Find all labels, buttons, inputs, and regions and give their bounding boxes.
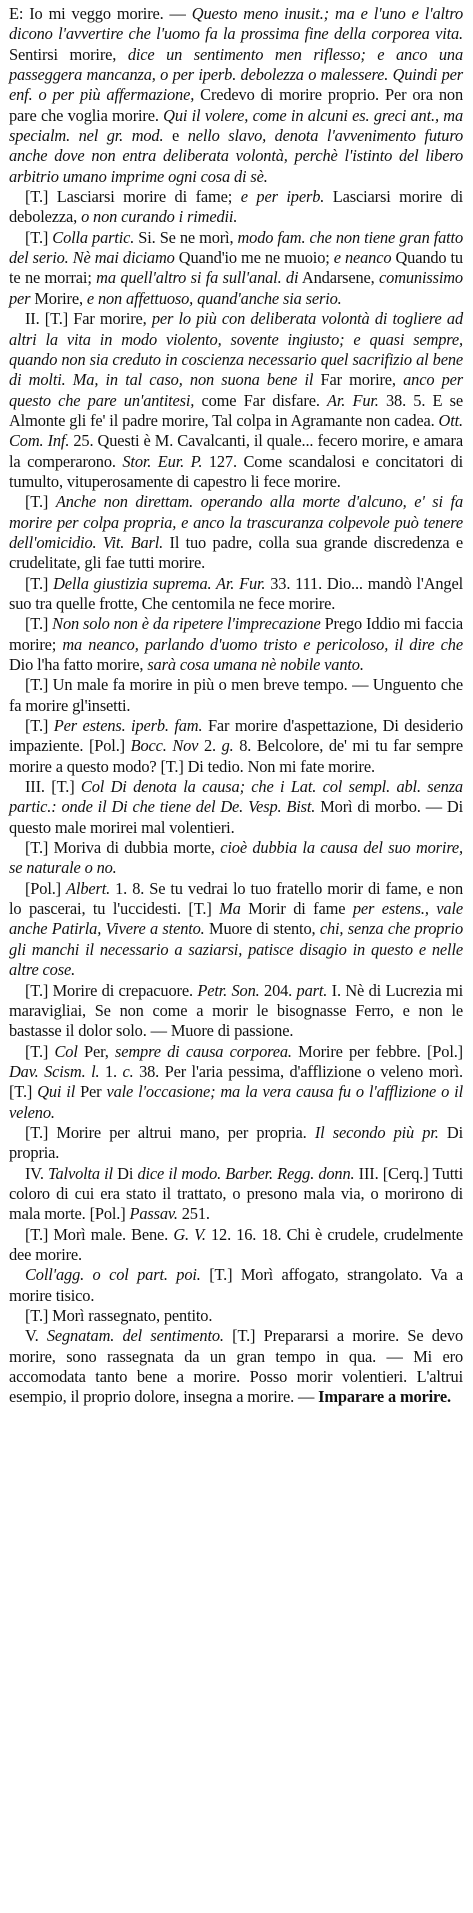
entry-text: Morì di morbo. — Di questo male morirei mal volentieri. xyxy=(9,797,463,837)
italic-gloss: Qui il volere, come in alcuni es. greci ant., ma specialm. nel gr. mod. xyxy=(9,105,463,146)
italic-gloss: chi, senza che proprio gli manchi il necessario a saziarsi, patisce disagio in questo e nelle altre cose. xyxy=(9,919,463,980)
entry-text: III. [T.] xyxy=(25,777,81,797)
entry-text: [T.] Moriva di dubbia morte, xyxy=(25,838,221,858)
entry-text: [T.] Morì affogato, strangolato. Va a morire tisico. xyxy=(9,1265,463,1305)
entry-paragraph xyxy=(9,1306,463,1326)
entry-paragraph xyxy=(9,492,463,573)
entry-paragraph xyxy=(9,838,463,879)
entry-text: IV. xyxy=(25,1163,49,1183)
italic-gloss: per estens., vale anche xyxy=(9,899,464,939)
entry-paragraph xyxy=(9,1225,463,1266)
italic-gloss: Per estens. iperb. fam. xyxy=(53,716,203,736)
italic-gloss: Colla partic. xyxy=(52,227,135,247)
entry-paragraph xyxy=(9,228,463,309)
italic-gloss: Quindi per enf. o per più affermazione, xyxy=(9,65,463,105)
entry-text: 1. xyxy=(99,1061,123,1081)
entry-text: [T.] xyxy=(25,227,53,247)
entry-text: V. xyxy=(25,1326,47,1346)
entry-text: Per, xyxy=(77,1041,115,1061)
entry-text: Morir di fame xyxy=(240,899,353,919)
entry-paragraph xyxy=(9,1042,463,1123)
entry-paragraph xyxy=(9,614,463,675)
italic-gloss: per lo più con deliberata volontà di togliere ad altri la vita in modo violento, sovente ingiusto; e quasi sempre, quando non sia creduto in coscienza necessario quel sacrifizio al bene di molti. Ma, in tal caso, non suona bene il xyxy=(9,309,463,390)
italic-gloss: Qui il xyxy=(37,1082,76,1102)
italic-gloss: Non solo non è da ripetere l'imprecazione xyxy=(52,614,321,634)
dictionary-entry-morire xyxy=(9,4,463,1408)
entry-text: Far morire, xyxy=(313,370,404,390)
entry-text: Sentirsi morire, xyxy=(9,44,128,64)
italic-gloss: Col xyxy=(54,1041,78,1061)
entry-text: [T.] Un male fa morire in più o men breve tempo. — Unguento che fa morire gl'insetti. xyxy=(9,675,463,715)
entry-text: Di propria. xyxy=(9,1122,463,1163)
entry-text: [T.] Lasciarsi morire di fame; xyxy=(25,187,241,207)
italic-gloss: e per iperb. xyxy=(240,187,325,207)
italic-gloss: Bocc. Nov xyxy=(130,736,199,756)
italic-gloss: Della giustizia suprema. Ar. Fur. xyxy=(53,573,266,593)
entry-paragraph xyxy=(9,777,463,838)
entry-text: Di xyxy=(112,1163,138,1183)
italic-gloss: o non curando i rimedii. xyxy=(81,207,238,227)
entry-text: 127. Come scandalosi e concitatori di tumulto, vituperosamente di capestro li fece morire. xyxy=(9,451,463,491)
italic-gloss: Patirla, Vivere a stento. xyxy=(51,919,205,939)
entry-text: 25. Questi è M. Cavalcanti, il quale... fecero morire, e amara la comperarono. xyxy=(9,431,463,471)
entry-text: E: Io mi veggo morire. — xyxy=(9,4,192,23)
entry-text: 8. Belcolore, de' mi tu far sempre morire a questo modo? [T.] Di tedio. Non mi fate morire. xyxy=(9,736,463,776)
entry-text: come Far disfare. xyxy=(194,390,328,410)
entry-text: 33. 111. Dio... mandò l'Angel suo tra quelle frotte, Che centomila ne fece morire. xyxy=(9,573,463,613)
italic-gloss: dice un sentimento men riflesso; e anco una passeggera mancanza, o per iperb. xyxy=(9,44,463,85)
italic-gloss: Col Di denota la causa; che i Lat. col sempl. abl. senza partic.: onde il Di che tiene del De. xyxy=(9,777,463,817)
bold-phrase: Imparare a morire. xyxy=(318,1387,451,1407)
entry-text: [T.] Prepararsi a morire. Se devo morire, sono rassegnata da un gran tempo in qua. — Mi ero accomodata tanto bene a morire. Posso morir volentieri. L'altrui esempio, il proprio dolore, insegna a morire. — xyxy=(9,1326,464,1407)
entry-text: e xyxy=(163,126,188,146)
entry-text: Quando tu te ne morrai; xyxy=(9,248,463,288)
entry-text: 38. 5. E se Almonte gli fe' il padre morire, Tal colpa in Agramante non cadea. xyxy=(9,390,464,430)
entry-paragraph xyxy=(9,879,463,981)
italic-gloss: dice il modo. Barber. Regg. donn. xyxy=(137,1163,355,1183)
italic-gloss: e non affettuoso, quand'anche sia serio. xyxy=(86,288,342,308)
italic-gloss: ma quell'altro si fa sull'anal. di xyxy=(96,268,299,288)
italic-gloss: Vesp. Bist. xyxy=(248,797,316,817)
entry-paragraph xyxy=(9,187,463,228)
italic-gloss: part. xyxy=(296,980,328,1000)
entry-text: Si. Se ne morì, xyxy=(134,227,238,247)
italic-gloss: e neanco xyxy=(333,248,392,268)
entry-text: [T.] xyxy=(25,614,53,634)
italic-gloss: nello slavo, denota l'avvenimento futuro anche dove non entra deliberata volontà, perchè l'istinto del libero arbitrio umano imprime ogni cosa di sè. xyxy=(9,126,463,186)
italic-gloss: Ar. Fur. xyxy=(327,390,379,410)
entry-text: Per xyxy=(75,1082,107,1102)
italic-gloss: Dav. Scism. l. xyxy=(9,1061,100,1081)
italic-gloss: anco per questo che pare un'antitesi, xyxy=(9,370,463,410)
entry-paragraph xyxy=(9,981,463,1042)
italic-gloss: Segnatam. del sentimento. xyxy=(46,1326,224,1346)
entry-text: Morire per febbre. [Pol.] xyxy=(291,1041,463,1061)
italic-gloss: sempre di causa corporea. xyxy=(115,1041,292,1061)
italic-gloss: Albert. xyxy=(66,878,111,898)
entry-text: Il tuo padre, colla sua grande discredenza e crudelitate, gli fae tutti morire. xyxy=(9,532,463,573)
entry-paragraph xyxy=(9,1164,463,1225)
entry-text: [Pol.] xyxy=(25,878,67,898)
italic-gloss: Talvolta il xyxy=(48,1163,113,1183)
italic-gloss: Il secondo più pr. xyxy=(314,1122,439,1142)
italic-gloss: comunissimo per xyxy=(9,268,463,308)
italic-gloss: cioè dubbia la causa del suo morire, se naturale o no. xyxy=(9,838,464,878)
italic-gloss: modo fam. che non tiene gran fatto del serio. Nè mai diciamo xyxy=(9,227,463,268)
italic-gloss: G. V. xyxy=(173,1224,206,1244)
italic-gloss: Coll'agg. o col part. poi. xyxy=(25,1265,201,1285)
italic-gloss: debolezza o malessere. xyxy=(240,65,389,85)
entry-text: [T.] xyxy=(25,573,54,593)
italic-gloss: Petr. Son. xyxy=(197,980,260,1000)
entry-text: Morire, xyxy=(30,288,87,308)
entry-text: [T.] xyxy=(25,716,54,736)
italic-gloss: Passav. xyxy=(129,1204,178,1224)
entry-paragraph xyxy=(9,309,463,492)
italic-gloss: Questo meno inusit.; ma e l'uno e l'altro dicono l'avvertire che l'uomo fa la prossima fine della corporea vita. xyxy=(9,4,464,44)
entry-text: Andarsene, xyxy=(298,268,380,288)
italic-gloss: Ott. Com. Inf. xyxy=(9,410,463,451)
italic-gloss: Vit. Barl. xyxy=(102,532,164,552)
entry-text: [T.] xyxy=(25,1041,55,1061)
entry-text: 38. Per l'aria pessima, d'afflizione o veleno morì. [T.] xyxy=(9,1061,463,1102)
entry-text: [T.] Morire di crepacuore. xyxy=(25,980,198,1000)
entry-text: [T.] Morì rassegnato, pentito. xyxy=(25,1306,213,1325)
entry-text: Far morire d'aspettazione, Di desiderio impaziente. [Pol.] xyxy=(9,716,463,756)
entry-text: Prego Iddio mi faccia morire; xyxy=(9,614,463,654)
italic-gloss: g. xyxy=(221,736,234,756)
entry-paragraph xyxy=(9,4,463,187)
entry-text: Credevo di morire proprio. Per ora non pare che voglia morire. xyxy=(9,85,463,125)
entry-text: [T.] xyxy=(25,492,56,512)
italic-gloss: Stor. Eur. P. xyxy=(122,451,203,471)
italic-gloss: sarà cosa umana nè nobile vanto. xyxy=(147,655,364,674)
entry-text: I. Nè di Lucrezia mi maravigliai, Se non come a morir le bisognasse Ferro, e non le bastasse il dolor solo. — Muore di passione. xyxy=(9,980,464,1041)
entry-text: [T.] Morì male. Bene. xyxy=(25,1224,174,1244)
entry-paragraph xyxy=(9,574,463,615)
entry-text: II. [T.] Far morire, xyxy=(25,309,152,329)
entry-paragraph xyxy=(9,716,463,777)
entry-text: 12. 16. 18. Chi è crudele, crudelmente dee morire. xyxy=(9,1224,463,1264)
entry-paragraph xyxy=(9,1123,463,1164)
italic-gloss: Ma xyxy=(219,899,241,919)
italic-gloss: Anche non direttam. operando alla morte d'alcuno, e' si fa morire per colpa propria, e anco la trascuranza colpevole può tenere dell'omicidio. xyxy=(9,492,463,552)
entry-text: Lasciarsi morire di debolezza, xyxy=(9,187,463,227)
entry-text: Muore di stento, xyxy=(204,919,320,939)
entry-text: III. [Cerq.] Tutti coloro di cui era stato il trattato, o presono mala via, o morirono di mala morte. [Pol.] xyxy=(9,1163,463,1224)
entry-text: 2. xyxy=(198,736,222,756)
italic-gloss: vale l'occasione; ma la vera causa fu o l'afflizione o il veleno. xyxy=(9,1082,463,1122)
entry-text: Dio l'ha fatto morire, xyxy=(9,655,148,674)
entry-text: 204. xyxy=(259,980,297,1000)
italic-gloss: ma neanco, parlando d'uomo tristo e pericoloso, il dire che xyxy=(62,634,463,654)
entry-text: [T.] Morire per altrui mano, per propria. xyxy=(25,1122,315,1142)
entry-text: 1. 8. Se tu vedrai lo tuo fratello morir di fame, e non lo pascerai, tu l'uccidesti. [T.] xyxy=(9,878,463,919)
entry-text: 251. xyxy=(177,1204,210,1224)
italic-gloss: c. xyxy=(122,1061,134,1081)
entry-paragraph xyxy=(9,1326,463,1407)
entry-paragraph xyxy=(9,1265,463,1306)
entry-paragraph xyxy=(9,675,463,716)
entry-text: Quand'io me ne muoio; xyxy=(174,248,334,268)
